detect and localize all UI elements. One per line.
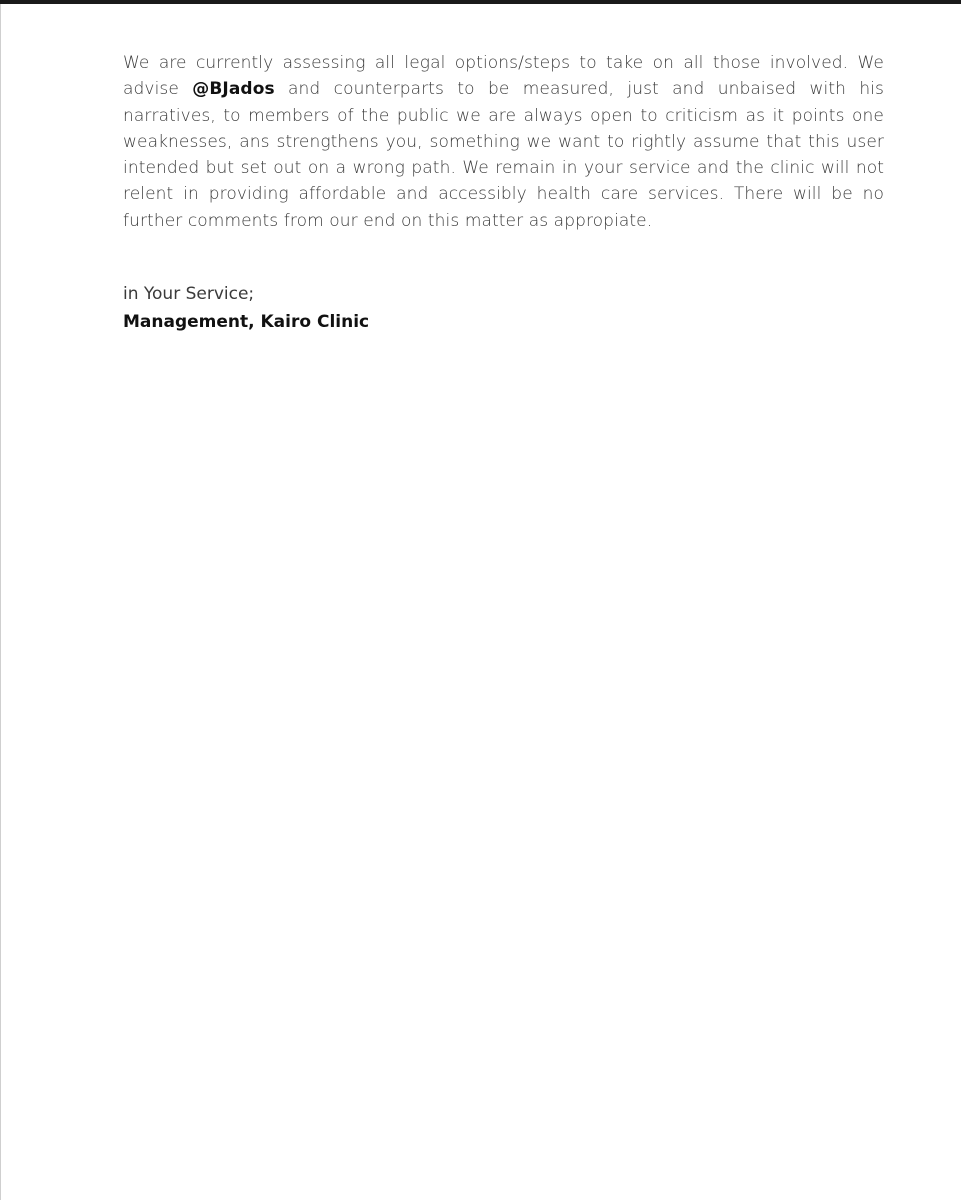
- letter-closing: [123, 280, 723, 336]
- closing-signature: Management, Kairo Clinic: [123, 312, 370, 332]
- left-edge-border: [0, 4, 1, 1200]
- body-text-part-1: We are currently assessing all legal options/steps to take on all those involved. We advise: [123, 53, 884, 100]
- body-text-part-2: and counterparts to be measured, just and unbaised with his narratives, to members of the public we are always open to criticism as it points one weaknesses, ans strengthens you, something we want to rightly assume that this user intended but set out on a wrong path. We remain in your service and the clinic will not relent in providing affordable and accessibly health care services. There will be no further comments from our end on this matter as appropiate.: [123, 79, 884, 231]
- letter-body: [123, 50, 884, 234]
- user-mention: @BJados: [192, 79, 275, 100]
- top-border: [0, 0, 961, 4]
- letter-paragraph: [123, 50, 884, 234]
- closing-salutation: in Your Service;: [123, 284, 255, 304]
